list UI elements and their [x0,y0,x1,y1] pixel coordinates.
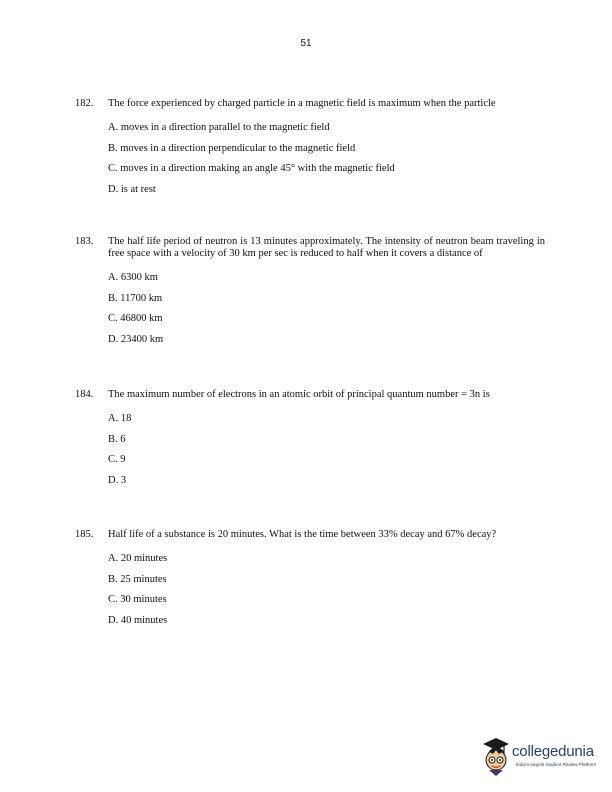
option-b: B. 25 minutes [108,573,167,585]
question-182 [75,98,545,204]
question-number: 183. [75,236,94,247]
question-text: The force experienced by charged particle in a magnetic field is maximum when the particle [108,98,496,109]
collegedunia-logo[interactable] [480,738,605,780]
option-c: C. 30 minutes [108,594,167,605]
options-list [108,122,545,204]
logo-brand: collegedunia [512,743,594,760]
page-number: 51 [300,38,312,49]
option-d: D. 40 minutes [108,614,168,626]
option-d: D. is at rest [108,183,156,195]
option-c: C. 46800 km [108,313,163,324]
question-number: 182. [75,98,94,109]
option-c: C. moves in a direction making an angle 45° with the magnetic field [108,163,395,174]
option-b: B. 6 [108,433,126,445]
option-a: A. 6300 km [108,272,158,283]
question-number: 184. [75,389,94,400]
option-c: C. 9 [108,454,126,465]
option-b: B. 11700 km [108,292,163,304]
mascot-icon [480,738,512,776]
question-text: The maximum number of electrons in an atomic orbit of principal quantum number = 3n is [108,389,490,400]
option-b: B. moves in a direction perpendicular to the magnetic field [108,142,356,154]
logo-tagline: India's largest Student Review Platform [516,762,597,767]
options-list [108,413,545,495]
question-text: The half life period of neutron is 13 minutes approximately. The intensity of neutron beam traveling in free space with a velocity of 30 km per sec is reduced to half when it covers a distance of [108,236,545,259]
option-a: A. 20 minutes [108,553,168,564]
option-d: D. 3 [108,474,127,486]
question-185 [75,529,545,635]
question-number: 185. [75,529,94,540]
option-a: A. 18 [108,413,132,424]
option-a: A. moves in a direction parallel to the magnetic field [108,122,330,133]
options-list [108,553,545,635]
option-d: D. 23400 km [108,333,164,345]
options-list [108,272,545,354]
question-183 [75,236,545,354]
question-184 [75,389,545,495]
question-text: Half life of a substance is 20 minutes. What is the time between 33% decay and 67% decay? [108,529,497,540]
